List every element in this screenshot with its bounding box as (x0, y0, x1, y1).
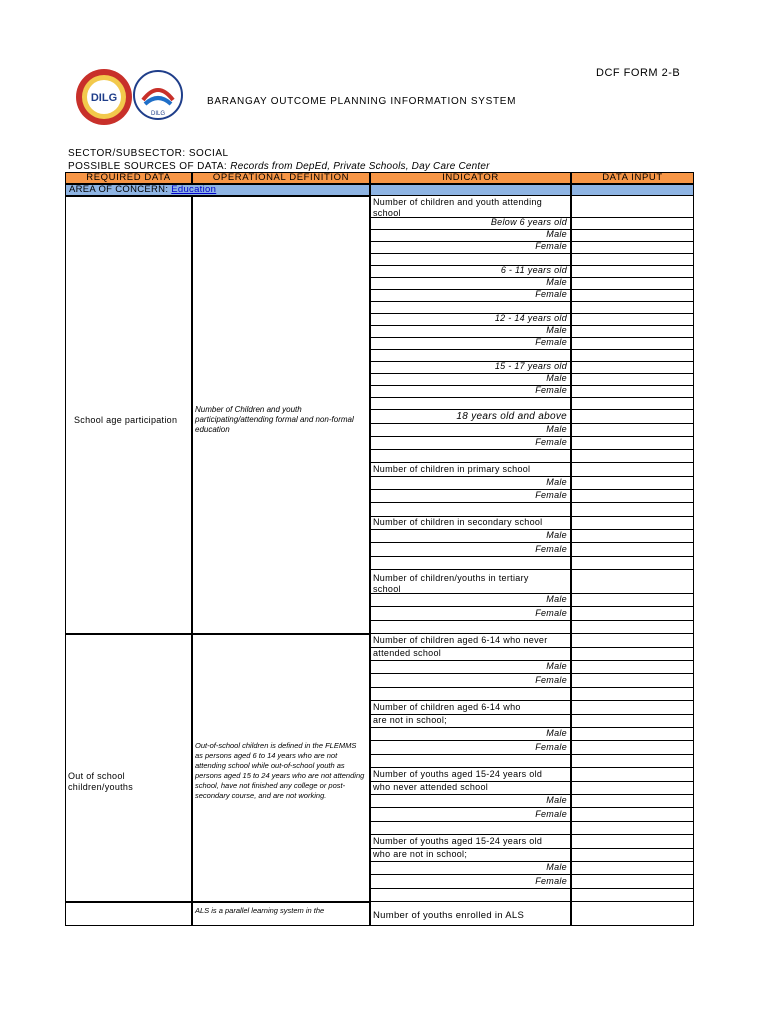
required-data-out-of-school: Out of school children/youths (68, 771, 134, 792)
indicator-male: Male (546, 325, 567, 335)
indicator-row (370, 218, 571, 230)
data-input-cell[interactable] (571, 741, 694, 755)
data-input-cell[interactable] (571, 503, 694, 517)
data-input-cell[interactable] (571, 278, 694, 290)
data-input-cell[interactable] (571, 902, 694, 926)
indicator-female: Female (535, 876, 567, 886)
indicator-female: Female (535, 742, 567, 752)
data-input-cell[interactable] (571, 849, 694, 862)
col-indicator: INDICATOR (370, 172, 571, 184)
indicator-row (370, 768, 571, 782)
indicator-row (370, 386, 571, 398)
data-input-cell[interactable] (571, 795, 694, 808)
indicator-male: Male (546, 594, 567, 604)
definition-cell (192, 902, 370, 926)
data-input-cell[interactable] (571, 728, 694, 741)
indicator-row (370, 688, 571, 701)
definition-als: ALS is a parallel learning system in the (195, 906, 325, 915)
area-label: AREA OF CONCERN: (69, 184, 169, 195)
data-input-cell[interactable] (571, 862, 694, 875)
data-input-cell[interactable] (571, 338, 694, 350)
indicator-row (370, 755, 571, 768)
indicator-row (370, 517, 571, 530)
data-input-cell[interactable] (571, 410, 694, 424)
data-input-cell[interactable] (571, 314, 694, 326)
indicator-row (370, 362, 571, 374)
data-input-cell[interactable] (571, 517, 694, 530)
data-input-cell[interactable] (571, 254, 694, 266)
sources-value: Records from DepEd, Private Schools, Day Care Center (230, 161, 490, 172)
data-input-cell[interactable] (571, 621, 694, 634)
indicator-row (370, 621, 571, 634)
area-link[interactable]: Education (171, 184, 217, 195)
indicator-label: Number of youths enrolled in ALS (373, 910, 525, 921)
data-input-cell[interactable] (571, 302, 694, 314)
dilg-logo (75, 68, 133, 126)
indicator-row (370, 741, 571, 755)
indicator-row (370, 875, 571, 889)
indicator-row (370, 889, 571, 902)
indicator-label: Number of children aged 6-14 who never (373, 635, 548, 645)
indicator-age: 12 - 14 years old (494, 313, 567, 323)
data-input-cell[interactable] (571, 661, 694, 674)
indicator-row (370, 849, 571, 862)
data-input-cell[interactable] (571, 594, 694, 607)
required-data-cell (65, 634, 192, 902)
system-title: BARANGAY OUTCOME PLANNING INFORMATION SYSTEM (207, 96, 517, 107)
indicator-row (370, 477, 571, 490)
data-input-cell[interactable] (571, 648, 694, 661)
col-required-data: REQUIRED DATA (65, 172, 192, 184)
indicator-male: Male (546, 424, 567, 434)
indicator-label: Number of children in secondary school (373, 517, 543, 527)
sector-label: SECTOR/SUBSECTOR: (68, 148, 186, 159)
area-of-concern (65, 184, 370, 196)
data-input-cell[interactable] (571, 362, 694, 374)
indicator-row (370, 530, 571, 543)
indicator-row (370, 503, 571, 517)
definition-school-age: Number of Children and youth participating/attending formal and non-formal education (195, 405, 354, 434)
definition-cell (192, 196, 370, 634)
data-input-cell[interactable] (571, 266, 694, 278)
data-input-cell[interactable] (571, 490, 694, 503)
indicator-row (370, 782, 571, 795)
data-input-cell[interactable] (571, 808, 694, 822)
indicator-age: 15 - 17 years old (494, 361, 567, 371)
definition-out-of-school: Out-of-school children is defined in the FLEMMS as persons aged 6 to 14 years who are not attending school while out-of-school youth as persons aged 15 to 24 years who are not attending school, have not finished any college or post-secondary course, and are not working. (195, 741, 365, 800)
indicator-label: Number of children in primary school (373, 464, 531, 474)
indicator-row (370, 450, 571, 463)
data-input-cell[interactable] (571, 196, 694, 218)
indicator-female: Female (535, 490, 567, 500)
indicator-row (370, 338, 571, 350)
data-input-cell[interactable] (571, 755, 694, 768)
data-input-cell[interactable] (571, 242, 694, 254)
indicator-age: Below 6 years old (490, 217, 567, 227)
data-input-cell[interactable] (571, 768, 694, 782)
indicator-age: 6 - 11 years old (500, 265, 567, 275)
indicator-row (370, 902, 571, 926)
indicator-female: Female (535, 809, 567, 819)
area-input-cell (571, 184, 694, 196)
indicator-row (370, 196, 571, 218)
indicator-female: Female (535, 241, 567, 251)
data-input-cell[interactable] (571, 634, 694, 648)
data-input-cell[interactable] (571, 290, 694, 302)
indicator-label: who never attended school (373, 782, 489, 792)
indicator-row (370, 795, 571, 808)
data-input-cell[interactable] (571, 463, 694, 477)
indicator-row (370, 398, 571, 410)
data-input-cell[interactable] (571, 450, 694, 463)
indicator-male: Male (546, 661, 567, 671)
data-input-cell[interactable] (571, 437, 694, 450)
sources-line (68, 161, 490, 172)
indicator-male: Male (546, 373, 567, 383)
indicator-row (370, 314, 571, 326)
indicator-row (370, 437, 571, 450)
indicator-row (370, 594, 571, 607)
data-input-cell[interactable] (571, 782, 694, 795)
indicator-label: Number of children/youths in tertiary school (373, 573, 529, 594)
sector-value: SOCIAL (188, 148, 229, 159)
indicator-row (370, 822, 571, 835)
col-operational-definition: OPERATIONAL DEFINITION (192, 172, 370, 184)
indicator-row (370, 607, 571, 621)
indicator-row (370, 557, 571, 570)
indicator-age: 18 years old and above (456, 411, 567, 422)
area-indicator-cell (370, 184, 571, 196)
data-input-cell[interactable] (571, 889, 694, 902)
data-input-cell[interactable] (571, 477, 694, 490)
data-input-cell[interactable] (571, 607, 694, 621)
indicator-row (370, 701, 571, 715)
indicator-female: Female (535, 385, 567, 395)
data-input-cell[interactable] (571, 230, 694, 242)
indicator-female: Female (535, 289, 567, 299)
seal-text: DILG (150, 111, 166, 117)
required-data-school-age: School age participation (74, 415, 178, 425)
data-input-cell[interactable] (571, 543, 694, 557)
required-data-cell (65, 902, 192, 926)
indicator-row (370, 490, 571, 503)
data-input-cell[interactable] (571, 424, 694, 437)
indicator-row (370, 463, 571, 477)
indicator-female: Female (535, 608, 567, 618)
data-input-cell[interactable] (571, 557, 694, 570)
dilg-logo-text: DILG (90, 92, 118, 104)
indicator-row (370, 661, 571, 674)
indicator-row (370, 835, 571, 849)
indicator-row (370, 674, 571, 688)
data-input-cell[interactable] (571, 715, 694, 728)
data-input-cell[interactable] (571, 350, 694, 362)
indicator-female: Female (535, 337, 567, 347)
indicator-row (370, 648, 571, 661)
indicator-female: Female (535, 544, 567, 554)
col-data-input: DATA INPUT (571, 172, 694, 184)
indicator-label: Number of children and youth attending school (373, 197, 543, 218)
indicator-row (370, 266, 571, 278)
indicator-row (370, 634, 571, 648)
data-input-cell[interactable] (571, 218, 694, 230)
indicator-male: Male (546, 477, 567, 487)
indicator-label: Number of children aged 6-14 who (373, 702, 521, 712)
indicator-label: who are not in school; (373, 849, 468, 859)
indicator-male: Male (546, 795, 567, 805)
indicator-row (370, 410, 571, 424)
indicator-label: Number of youths aged 15-24 years old (373, 836, 543, 846)
indicator-row (370, 242, 571, 254)
data-input-cell[interactable] (571, 374, 694, 386)
indicator-row (370, 715, 571, 728)
indicator-male: Male (546, 229, 567, 239)
data-input-cell[interactable] (571, 386, 694, 398)
indicator-male: Male (546, 862, 567, 872)
indicator-female: Female (535, 675, 567, 685)
indicator-row (370, 808, 571, 822)
indicator-male: Male (546, 277, 567, 287)
indicator-row (370, 290, 571, 302)
data-input-cell[interactable] (571, 398, 694, 410)
data-input-cell[interactable] (571, 822, 694, 835)
indicator-row (370, 728, 571, 741)
indicator-row (370, 424, 571, 437)
indicator-male: Male (546, 530, 567, 540)
indicator-label: are not in school; (373, 715, 447, 725)
indicator-label: attended school (373, 648, 442, 658)
indicator-label: Number of youths aged 15-24 years old (373, 769, 543, 779)
definition-cell (192, 634, 370, 902)
indicator-male: Male (546, 728, 567, 738)
data-input-cell[interactable] (571, 875, 694, 889)
data-input-cell[interactable] (571, 530, 694, 543)
data-input-cell[interactable] (571, 326, 694, 338)
data-input-cell[interactable] (571, 835, 694, 849)
indicator-female: Female (535, 437, 567, 447)
required-data-cell (65, 196, 192, 634)
form-code: DCF FORM 2-B (596, 67, 681, 79)
sources-label: POSSIBLE SOURCES OF DATA: (68, 161, 228, 172)
sector-line (68, 148, 229, 159)
data-input-cell[interactable] (571, 701, 694, 715)
indicator-row (370, 862, 571, 875)
data-input-cell[interactable] (571, 570, 694, 594)
indicator-row (370, 570, 571, 594)
indicator-row (370, 543, 571, 557)
dilg-seal-logo (133, 70, 183, 120)
data-input-cell[interactable] (571, 688, 694, 701)
data-input-cell[interactable] (571, 674, 694, 688)
